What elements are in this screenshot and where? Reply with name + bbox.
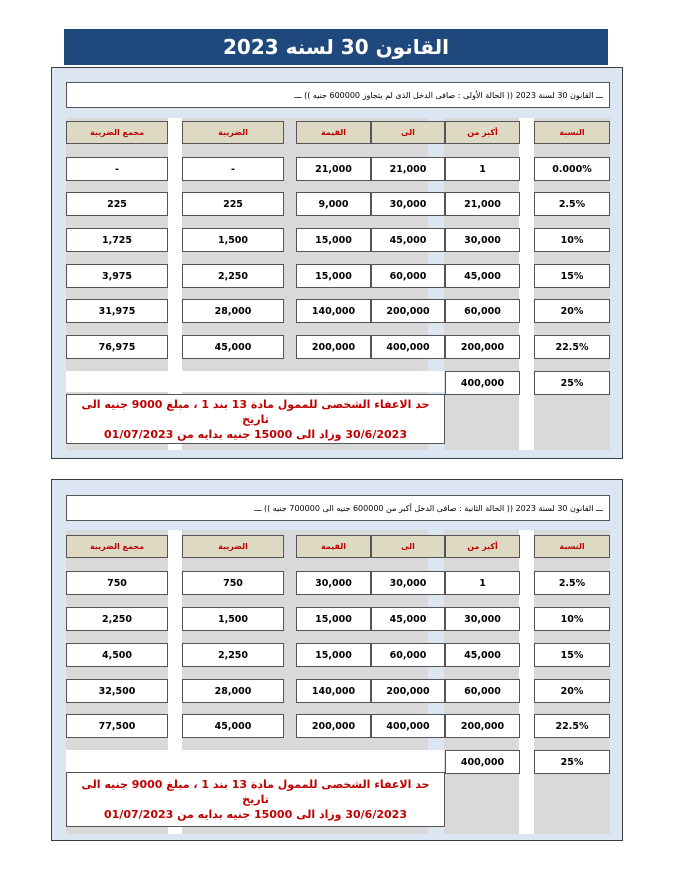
cell-to: 200,000: [371, 299, 445, 323]
cell-tax: 2,250: [182, 643, 284, 667]
cell-rate: 22.5%: [534, 335, 610, 359]
cell-to: 30,000: [371, 192, 445, 216]
header-cumulative: مجمع الضريبة: [66, 121, 168, 144]
cell-rate: 15%: [534, 643, 610, 667]
cell-rate: 15%: [534, 264, 610, 288]
cell-tax: 45,000: [182, 714, 284, 738]
note-line-2: 30/6/2023 وزاد الى 15000 جنيه بدايه من 01/07/2023: [104, 808, 407, 821]
cell-to: 45,000: [371, 228, 445, 252]
cell-rate: 10%: [534, 228, 610, 252]
cell-rate: 20%: [534, 679, 610, 703]
cell-amount: 200,000: [296, 714, 371, 738]
cell-amount: 15,000: [296, 228, 371, 252]
tax-table-case-1: [51, 67, 623, 459]
header-from: أكبر من: [445, 535, 520, 558]
cell-tax: 225: [182, 192, 284, 216]
cell-amount: 15,000: [296, 607, 371, 631]
cell-rate: 2.5%: [534, 571, 610, 595]
note-line-1: حد الاعفاء الشخصى للممول مادة 13 بند 1 ، مبلغ 9000 جنيه الى تاريخ: [81, 778, 430, 806]
cell-rate: 22.5%: [534, 714, 610, 738]
cell-cumulative: 2,250: [66, 607, 168, 631]
cell-to: 21,000: [371, 157, 445, 181]
cell-tax: 45,000: [182, 335, 284, 359]
cell-to: 400,000: [371, 714, 445, 738]
cell-amount: 15,000: [296, 264, 371, 288]
cell-from: 60,000: [445, 299, 520, 323]
cell-tax: 28,000: [182, 299, 284, 323]
header-from: أكبر من: [445, 121, 520, 144]
header-rate: النسبة: [534, 535, 610, 558]
note-line-2: 30/6/2023 وزاد الى 15000 جنيه بدايه من 01/07/2023: [104, 427, 407, 441]
cell-rate: 25%: [534, 371, 610, 395]
cell-amount: 30,000: [296, 571, 371, 595]
cell-tax: -: [182, 157, 284, 181]
cell-cumulative: -: [66, 157, 168, 181]
cell-cumulative: 31,975: [66, 299, 168, 323]
table-caption: ـــ القانون 30 لسنة 2023 (( الحالة الأولى : صافى الدخل الذى لم يتجاوز 600000 جنيه )) ـــ: [66, 82, 610, 108]
cell-tax: 750: [182, 571, 284, 595]
cell-from: 400,000: [445, 750, 520, 774]
note-line-1: حد الاعفاء الشخصى للممول مادة 13 بند 1 ، مبلغ 9000 جنيه الى تاريخ: [81, 397, 430, 426]
table-caption: ـــ القانون 30 لسنة 2023 (( الحالة الثانية : صافى الدخل أكبر من 600000 جنيه الى 700000 جنيه )) ـــ: [66, 495, 610, 521]
cell-cumulative: 77,500: [66, 714, 168, 738]
cell-amount: 140,000: [296, 299, 371, 323]
cell-tax: 1,500: [182, 607, 284, 631]
cell-from: 30,000: [445, 228, 520, 252]
header-cumulative: مجمع الضريبة: [66, 535, 168, 558]
cell-rate: 20%: [534, 299, 610, 323]
cell-from: 21,000: [445, 192, 520, 216]
cell-tax: 1,500: [182, 228, 284, 252]
header-amount: القيمة: [296, 121, 371, 144]
cell-tax: 28,000: [182, 679, 284, 703]
cell-amount: 21,000: [296, 157, 371, 181]
header-tax: الضريبة: [182, 535, 284, 558]
cell-from: 30,000: [445, 607, 520, 631]
header-to: الى: [371, 535, 445, 558]
cell-cumulative: 4,500: [66, 643, 168, 667]
cell-rate: 0.000%: [534, 157, 610, 181]
cell-cumulative: 225: [66, 192, 168, 216]
cell-from: 45,000: [445, 264, 520, 288]
cell-cumulative: 1,725: [66, 228, 168, 252]
cell-from: 1: [445, 157, 520, 181]
cell-from: 1: [445, 571, 520, 595]
cell-to: 60,000: [371, 264, 445, 288]
exemption-note: [66, 394, 445, 444]
cell-amount: 140,000: [296, 679, 371, 703]
cell-rate: 25%: [534, 750, 610, 774]
cell-to: 60,000: [371, 643, 445, 667]
cell-from: 45,000: [445, 643, 520, 667]
cell-from: 400,000: [445, 371, 520, 395]
header-rate: النسبة: [534, 121, 610, 144]
cell-to: 30,000: [371, 571, 445, 595]
cell-amount: 15,000: [296, 643, 371, 667]
header-tax: الضريبة: [182, 121, 284, 144]
cell-cumulative: 3,975: [66, 264, 168, 288]
cell-amount: 200,000: [296, 335, 371, 359]
cell-from: 200,000: [445, 335, 520, 359]
cell-from: 200,000: [445, 714, 520, 738]
cell-rate: 2.5%: [534, 192, 610, 216]
tax-table-case-2: [51, 479, 623, 841]
cell-cumulative: 750: [66, 571, 168, 595]
cell-from: 60,000: [445, 679, 520, 703]
header-to: الى: [371, 121, 445, 144]
cell-to: 45,000: [371, 607, 445, 631]
cell-rate: 10%: [534, 607, 610, 631]
cell-tax: 2,250: [182, 264, 284, 288]
cell-cumulative: 32,500: [66, 679, 168, 703]
page-title: القانون 30 لسنه 2023: [64, 29, 608, 65]
exemption-note: [66, 772, 445, 827]
cell-to: 200,000: [371, 679, 445, 703]
cell-to: 400,000: [371, 335, 445, 359]
cell-amount: 9,000: [296, 192, 371, 216]
cell-cumulative: 76,975: [66, 335, 168, 359]
header-amount: القيمة: [296, 535, 371, 558]
